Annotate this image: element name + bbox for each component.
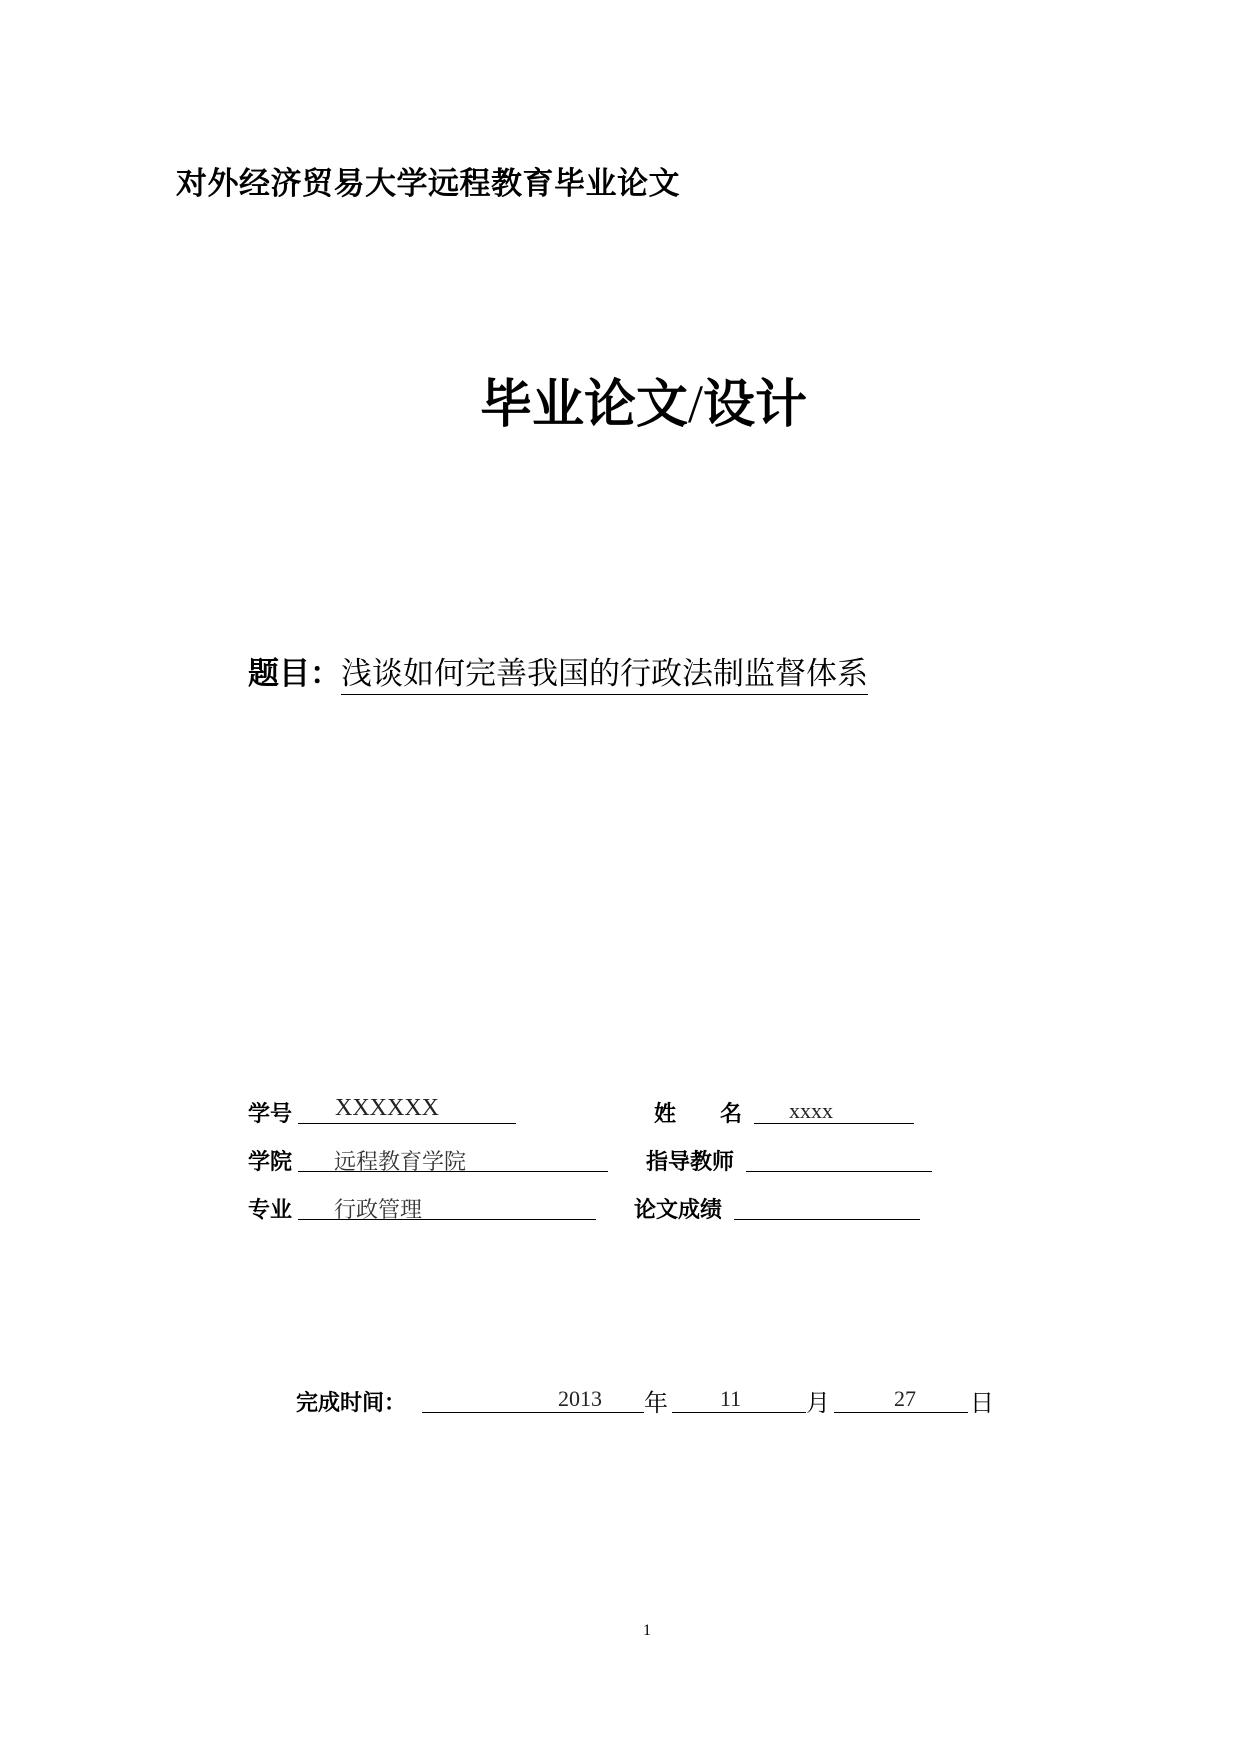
topic-row	[248, 648, 868, 693]
completion-label: 完成时间：	[296, 1391, 407, 1416]
document-title-part1: 毕业论文	[480, 375, 689, 435]
grade-line	[734, 1193, 920, 1220]
year-value: 2013	[558, 1386, 602, 1411]
student-id-label: 学号	[248, 1102, 293, 1127]
student-id-value: XXXXXX	[335, 1095, 439, 1121]
major-value: 行政管理	[334, 1198, 423, 1223]
college-value: 远程教育学院	[334, 1150, 467, 1175]
college-label: 学院	[248, 1150, 293, 1175]
month-value: 11	[720, 1386, 742, 1411]
topic-label: 题目：	[248, 656, 341, 692]
year-line	[422, 1386, 644, 1413]
advisor-line	[746, 1145, 932, 1172]
name-value: xxxx	[789, 1098, 833, 1123]
document-title	[480, 362, 807, 437]
year-unit: 年	[644, 1389, 668, 1417]
month-unit: 月	[806, 1389, 830, 1417]
grade-label: 论文成绩	[634, 1198, 723, 1223]
name-label: 姓 名	[654, 1102, 743, 1127]
university-title: 对外经济贸易大学远程教育毕业论文	[176, 166, 680, 202]
topic-value: 浅谈如何完善我国的行政法制监督体系	[341, 656, 868, 695]
page-number: 1	[643, 1622, 651, 1639]
document-title-slash: /	[688, 374, 704, 434]
advisor-label: 指导教师	[646, 1150, 735, 1175]
major-label: 专业	[248, 1198, 293, 1223]
document-title-part2: 设计	[703, 375, 808, 435]
day-value: 27	[894, 1386, 916, 1411]
day-unit: 日	[970, 1389, 994, 1417]
name-line	[754, 1097, 914, 1124]
